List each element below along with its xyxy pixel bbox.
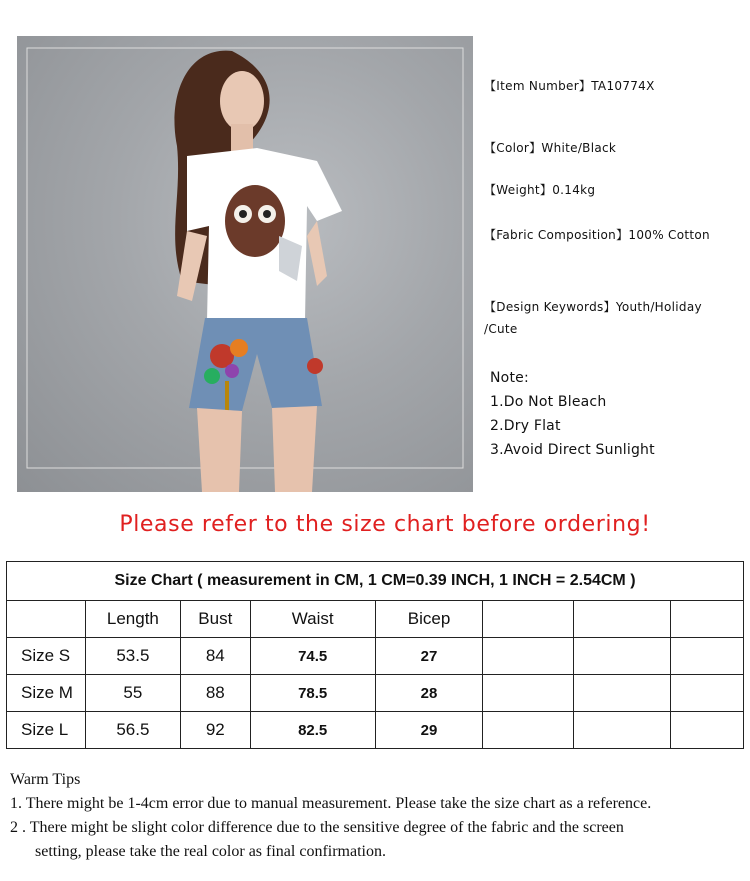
header-cell	[7, 601, 86, 638]
table-cell	[671, 638, 744, 675]
tip-item-cont: setting, please take the real color as final confirmation.	[35, 843, 386, 860]
size-label: Size S	[7, 638, 86, 675]
notes-heading: Note:	[490, 370, 529, 386]
table-cell	[671, 675, 744, 712]
tips-heading: Warm Tips	[10, 771, 81, 788]
table-cell	[483, 638, 574, 675]
table-cell: 55	[85, 675, 180, 712]
table-cell: 88	[180, 675, 250, 712]
weight-spec: 【Weight】0.14kg	[484, 183, 596, 197]
table-cell: 82.5	[250, 712, 375, 749]
model-illustration	[17, 36, 473, 492]
owl-print	[225, 185, 285, 257]
note-item: 1.Do Not Bleach	[490, 394, 607, 410]
denim-shorts	[189, 318, 322, 411]
table-cell: 56.5	[85, 712, 180, 749]
header-cell: Waist	[250, 601, 375, 638]
table-cell: 92	[180, 712, 250, 749]
table-cell: 29	[375, 712, 483, 749]
table-cell: 28	[375, 675, 483, 712]
size-chart-headline: Please refer to the size chart before ordering!	[119, 512, 651, 537]
product-photo	[17, 36, 473, 492]
table-cell: 27	[375, 638, 483, 675]
table-cell	[574, 638, 671, 675]
table-cell: 74.5	[250, 638, 375, 675]
note-item: 2.Dry Flat	[490, 418, 561, 434]
table-cell	[483, 675, 574, 712]
header-cell: Length	[85, 601, 180, 638]
table-cell: 78.5	[250, 675, 375, 712]
table-cell: 53.5	[85, 638, 180, 675]
table-cell: 84	[180, 638, 250, 675]
table-cell	[671, 712, 744, 749]
care-notes	[490, 366, 655, 462]
item-number: 【Item Number】TA10774X	[484, 79, 655, 93]
keywords-spec: 【Design Keywords】Youth/Holiday	[484, 300, 702, 314]
size-label: Size L	[7, 712, 86, 749]
face	[220, 71, 264, 131]
table-row	[7, 638, 744, 675]
tip-item: 1. There might be 1-4cm error due to manual measurement. Please take the size chart as a reference.	[10, 795, 652, 812]
header-cell	[483, 601, 574, 638]
legs	[197, 408, 242, 492]
size-chart-title: Size Chart ( measurement in CM, 1 CM=0.39 INCH, 1 INCH = 2.54CM )	[7, 562, 744, 601]
header-cell	[574, 601, 671, 638]
size-chart-table	[6, 561, 744, 749]
table-row	[7, 712, 744, 749]
keywords-spec-cont: /Cute	[484, 322, 518, 336]
table-row	[7, 675, 744, 712]
warm-tips	[10, 768, 745, 864]
fabric-spec: 【Fabric Composition】100% Cotton	[484, 228, 710, 242]
table-cell	[574, 675, 671, 712]
table-cell	[574, 712, 671, 749]
color-spec: 【Color】White/Black	[484, 141, 617, 155]
header-cell: Bicep	[375, 601, 483, 638]
tip-item: 2 . There might be slight color difference due to the sensitive degree of the fabric and the screen	[10, 819, 624, 836]
note-item: 3.Avoid Direct Sunlight	[490, 442, 655, 458]
header-cell: Bust	[180, 601, 250, 638]
size-label: Size M	[7, 675, 86, 712]
table-cell	[483, 712, 574, 749]
table-header-row	[7, 601, 744, 638]
header-cell	[671, 601, 744, 638]
